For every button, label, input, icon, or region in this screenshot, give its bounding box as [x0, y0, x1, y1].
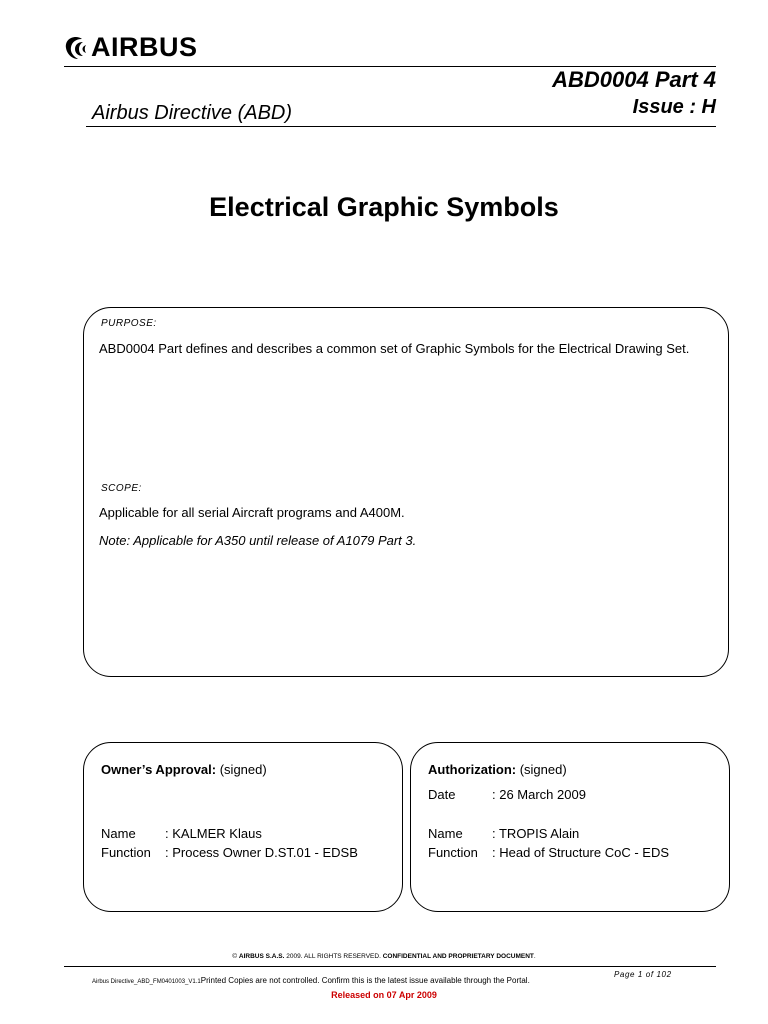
page-title: Electrical Graphic Symbols [209, 192, 559, 222]
directive-divider [86, 126, 716, 127]
purpose-label: PURPOSE: [101, 318, 157, 329]
authorization-function-row [428, 845, 669, 860]
scope-note: Note: Applicable for A350 until release of A1079 Part 3. [99, 533, 417, 548]
authorization-date-row [428, 787, 586, 802]
authorization-function-label: Function [428, 845, 478, 860]
copyright-notice [0, 953, 768, 960]
footer-form-code: Airbus Directive_ABD_FM0401003_V1.1 [92, 979, 201, 985]
owner-function-value: : Process Owner D.ST.01 - EDSB [165, 845, 358, 860]
authorization-name-row [428, 826, 579, 841]
authorization-status: (signed) [516, 762, 567, 777]
page-number: Page 1 of 102 [614, 970, 672, 979]
document-number: ABD0004 Part 4 [552, 67, 716, 92]
scope-label: SCOPE: [101, 483, 142, 494]
footer-printed-notice: Printed Copies are not controlled. Confirm this is the latest issue available through the Portal. [200, 976, 530, 985]
purpose-scope-box [83, 307, 729, 677]
authorization-name-label: Name [428, 826, 463, 841]
owner-approval-heading [101, 762, 267, 777]
authorization-title: Authorization: [428, 762, 517, 777]
authorization-date-label: Date [428, 787, 456, 802]
owner-function-row [101, 845, 358, 860]
directive-label: Airbus Directive (ABD) [92, 102, 293, 124]
owner-approval-status: (signed) [216, 762, 267, 777]
authorization-heading [428, 762, 567, 777]
owner-function-label: Function [101, 845, 151, 860]
copyright-end: . [533, 953, 536, 960]
authorization-function-value: : Head of Structure CoC - EDS [492, 845, 670, 860]
copyright-company: AIRBUS S.A.S. [238, 953, 285, 960]
issue-label: Issue : H [632, 96, 716, 118]
owner-approval-title: Owner’s Approval: [101, 762, 217, 777]
copyright-symbol: © [232, 953, 239, 960]
purpose-text: ABD0004 Part defines and describes a common set of Graphic Symbols for the Electrical Drawing Set. [99, 341, 690, 356]
logo-wordmark: AIRBUS [91, 32, 198, 62]
owner-name-value: : KALMER Klaus [165, 826, 262, 841]
copyright-confidential: CONFIDENTIAL AND PROPRIETARY DOCUMENT [382, 953, 534, 960]
owner-name-label: Name [101, 826, 136, 841]
authorization-name-value: : TROPIS Alain [492, 826, 580, 841]
release-stamp: Released on 07 Apr 2009 [331, 990, 437, 1000]
footer-divider [64, 966, 716, 967]
owner-name-row [101, 826, 262, 841]
airbus-logo [64, 34, 198, 61]
authorization-date-value: : 26 March 2009 [492, 787, 586, 802]
footer-left [92, 970, 530, 988]
scope-text: Applicable for all serial Aircraft programs and A400M. [99, 505, 405, 520]
copyright-rights: 2009. ALL RIGHTS RESERVED. [284, 953, 383, 960]
airbus-swirl-icon [64, 35, 88, 61]
